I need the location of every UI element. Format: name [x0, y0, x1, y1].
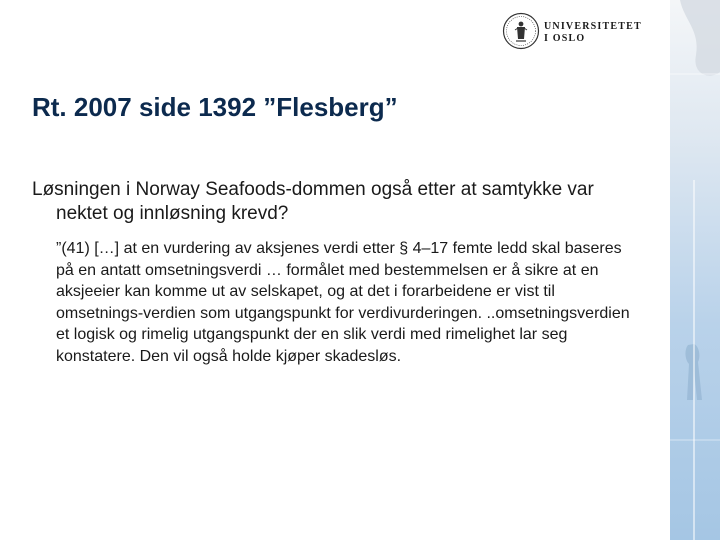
logo-text-line1: UNIVERSITETET [544, 21, 642, 32]
slide-body [32, 178, 632, 367]
decorative-side-strip [670, 0, 720, 540]
bullet-level1: Løsningen i Norway Seafoods-dommen også etter at samtykke var nektet og innløsning krevd? [32, 179, 594, 224]
quote-level2: ”(41) […] at en vurdering av aksjenes verdi etter § 4–17 femte ledd skal baseres på en antatt omsetningsverdi … formålet med bestemmelsen er å sikre at en aksjeeier kan komme ut av selskapet, og at det i forarbeidene er vist til omsetnings-verdien som utgangspunkt for verdivurderingen. ..omsetningsverdien et logisk og rimelig utgangspunkt der en slik verdi med rimelighet lar seg konstatere. Den vil også holde kjøper skadesløs. [56, 240, 630, 365]
university-seal-icon [502, 12, 540, 50]
logo-text-line2: I OSLO [544, 33, 586, 44]
university-logo [502, 12, 642, 52]
slide-title: Rt. 2007 side 1392 ”Flesberg” [32, 92, 398, 122]
